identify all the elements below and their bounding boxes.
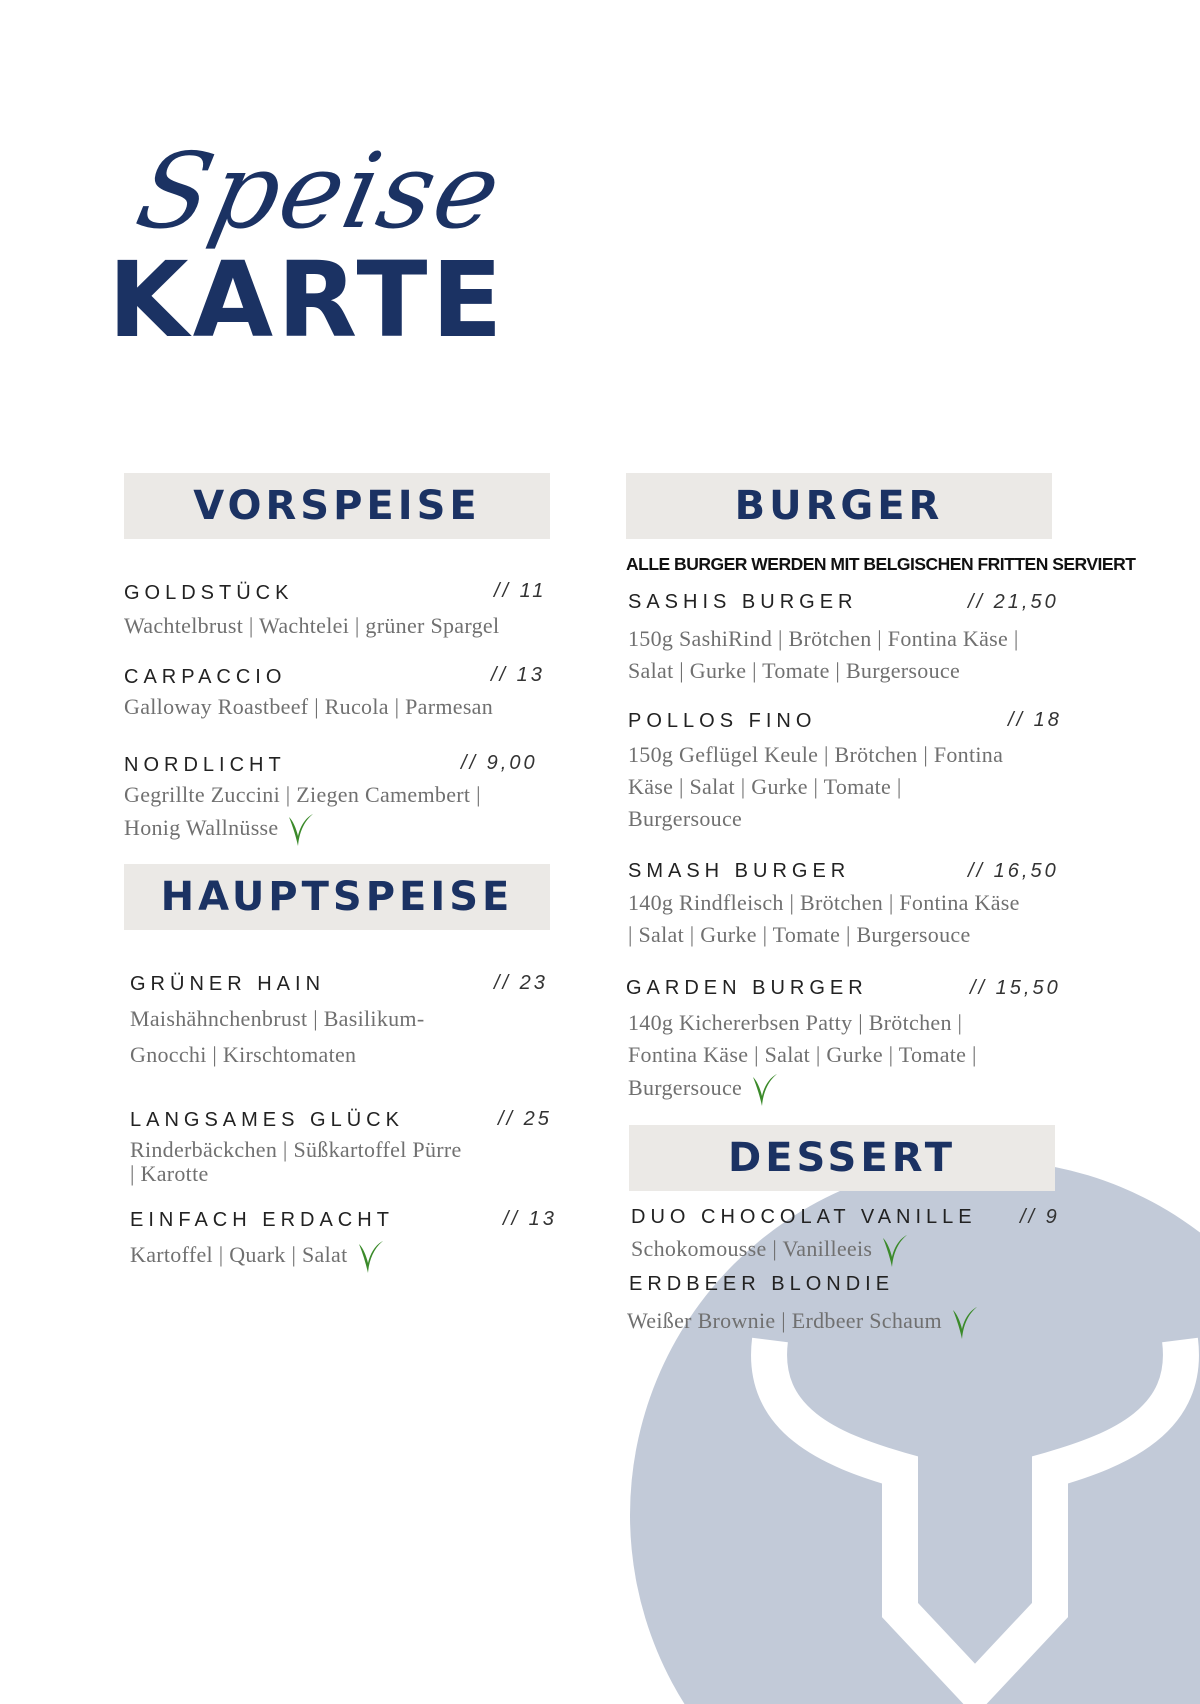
- desc-line: Maishähnchenbrust | Basilikum-: [130, 1006, 425, 1031]
- desc-line: 150g SashiRind | Brötchen | Fontina Käse |: [628, 626, 1019, 651]
- item-price-pollos-fino: // 18: [1008, 709, 1062, 731]
- desc-line: Rinderbäckchen | Süßkartoffel Pürre: [130, 1137, 462, 1162]
- item-price-goldstueck: // 11: [494, 580, 547, 602]
- desc-line: | Salat | Gurke | Tomate | Burgersouce: [628, 922, 971, 947]
- desc-line-text: Honig Wallnüsse: [124, 815, 279, 840]
- item-name-pollos-fino: POLLOS FINO: [628, 710, 817, 732]
- vegetarian-leaf-icon: [748, 1071, 780, 1109]
- item-name-garden-burger: GARDEN BURGER: [626, 977, 868, 999]
- item-desc-sashis-burger: [628, 623, 1019, 687]
- title-main: KARTE: [108, 239, 507, 361]
- item-desc-carpaccio: Galloway Roastbeef | Rucola | Parmesan: [124, 694, 494, 719]
- desc-line: [628, 1071, 977, 1109]
- item-desc-smash-burger: [628, 887, 1020, 951]
- desc-line: Fontina Käse | Salat | Gurke | Tomate |: [628, 1042, 977, 1067]
- item-name-gruener-hain: GRÜNER HAIN: [130, 973, 326, 995]
- item-desc-duo-chocolat-vanille: [631, 1232, 910, 1270]
- item-desc-einfach-erdacht: [130, 1238, 386, 1276]
- desc-line: 150g Geflügel Keule | Brötchen | Fontina: [628, 742, 1004, 767]
- item-price-garden-burger: // 15,50: [970, 977, 1061, 999]
- item-name-duo-chocolat-vanille: DUO CHOCOLAT VANILLE: [631, 1206, 977, 1228]
- item-price-nordlicht: // 9,00: [461, 752, 538, 774]
- desc-line: Gegrillte Zuccini | Ziegen Camembert |: [124, 782, 481, 807]
- item-name-smash-burger: SMASH BURGER: [628, 860, 851, 882]
- desc-line: Käse | Salat | Gurke | Tomate |: [628, 774, 902, 799]
- item-name-carpaccio: CARPACCIO: [124, 666, 287, 688]
- section-header-burger: BURGER: [626, 473, 1052, 539]
- desc-line: 140g Kichererbsen Patty | Brötchen |: [628, 1010, 963, 1035]
- item-name-sashis-burger: SASHIS BURGER: [628, 591, 858, 613]
- item-name-einfach-erdacht: EINFACH ERDACHT: [130, 1209, 394, 1231]
- item-desc-erdbeer-blondie: [627, 1304, 980, 1342]
- item-name-langsames-glueck: LANGSAMES GLÜCK: [130, 1109, 404, 1131]
- desc-line: Salat | Gurke | Tomate | Burgersouce: [628, 658, 961, 683]
- item-price-duo-chocolat-vanille: // 9: [1020, 1206, 1060, 1228]
- item-desc-langsames-glueck: [130, 1138, 462, 1186]
- desc-line: | Karotte: [130, 1161, 209, 1186]
- item-price-einfach-erdacht: // 13: [503, 1208, 557, 1230]
- desc-line: [124, 811, 481, 849]
- title-script: Speise: [127, 130, 513, 252]
- item-name-nordlicht: NORDLICHT: [124, 754, 286, 776]
- burger-note: ALLE BURGER WERDEN MIT BELGISCHEN FRITTEN SERVIERT: [626, 554, 1136, 574]
- desc-line: 140g Rindfleisch | Brötchen | Fontina Käse: [628, 890, 1020, 915]
- item-desc-gruener-hain: [130, 1001, 424, 1073]
- desc-line-text: Burgersouce: [628, 1075, 743, 1100]
- item-price-carpaccio: // 13: [491, 664, 545, 686]
- item-desc-pollos-fino: [628, 739, 1003, 835]
- section-header-dessert: DESSERT: [629, 1125, 1055, 1191]
- vegetarian-leaf-icon: [284, 811, 316, 849]
- desc-text: Kartoffel | Quark | Salat: [130, 1242, 348, 1267]
- item-price-gruener-hain: // 23: [494, 972, 548, 994]
- section-header-vorspeise: VORSPEISE: [124, 473, 550, 539]
- section-header-hauptspeise: HAUPTSPEISE: [124, 864, 550, 930]
- item-desc-garden-burger: [628, 1007, 977, 1109]
- vegetarian-leaf-icon: [354, 1238, 386, 1276]
- item-desc-nordlicht: [124, 779, 481, 849]
- item-desc-goldstueck: Wachtelbrust | Wachtelei | grüner Spargel: [124, 613, 500, 638]
- item-price-langsames-glueck: // 25: [498, 1108, 552, 1130]
- item-name-erdbeer-blondie: ERDBEER BLONDIE: [629, 1273, 895, 1295]
- item-price-sashis-burger: // 21,50: [968, 591, 1059, 613]
- item-name-goldstueck: GOLDSTÜCK: [124, 582, 294, 604]
- desc-text: Weißer Brownie | Erdbeer Schaum: [627, 1308, 942, 1333]
- vegetarian-leaf-icon: [878, 1232, 910, 1270]
- desc-line: Burgersouce: [628, 806, 743, 831]
- vegetarian-leaf-icon: [948, 1304, 980, 1342]
- desc-text: Schokomousse | Vanilleeis: [631, 1236, 873, 1261]
- item-price-smash-burger: // 16,50: [968, 860, 1059, 882]
- desc-line: Gnocchi | Kirschtomaten: [130, 1042, 357, 1067]
